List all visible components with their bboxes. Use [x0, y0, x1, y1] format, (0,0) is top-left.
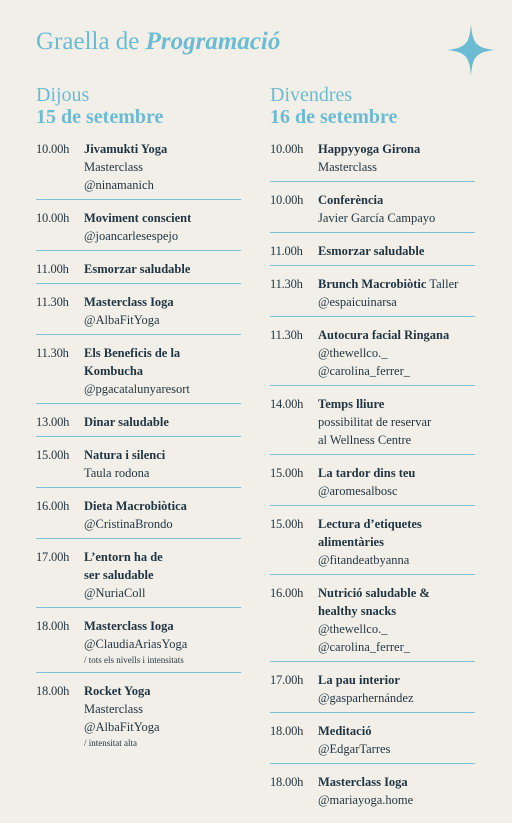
event-detail: @AlbaFitYoga — [84, 720, 160, 734]
event-title: Dieta Macrobiòtica — [84, 499, 187, 513]
event-time: 16.00h — [36, 499, 70, 513]
schedule-event — [270, 395, 475, 455]
event-detail: @NuriaColl — [84, 586, 146, 600]
day-name: Divendres — [270, 84, 353, 106]
event-detail: @pgacatalunyaresort — [84, 382, 190, 396]
event-info — [84, 682, 241, 750]
event-time: 11.00h — [270, 244, 303, 258]
event-info — [318, 242, 475, 260]
event-title: Moviment conscient — [84, 211, 192, 225]
event-time: 18.00h — [36, 684, 70, 698]
event-detail: @gasparhernández — [318, 691, 414, 705]
event-title: Happyyoga Girona — [318, 142, 421, 156]
event-info — [318, 464, 475, 500]
schedule-event — [36, 140, 241, 200]
event-time: 17.00h — [36, 550, 70, 564]
event-title: Natura i silenci — [84, 448, 166, 462]
day-column-thursday — [36, 84, 241, 764]
event-detail: possibilitat de reservar — [318, 415, 432, 429]
event-time: 15.00h — [270, 517, 304, 531]
event-subtitle: Taller — [426, 277, 459, 291]
schedule-event — [36, 548, 241, 608]
day-date: 15 de setembre — [36, 106, 164, 128]
event-detail: @thewellco._ — [318, 622, 388, 636]
day-name: Dijous — [36, 84, 90, 106]
event-list — [270, 140, 475, 814]
event-title: La pau interior — [318, 673, 400, 687]
day-column-friday — [270, 84, 475, 823]
event-title: Conferència — [318, 193, 384, 207]
page-title — [36, 26, 280, 58]
schedule-event — [270, 140, 475, 182]
schedule-event — [270, 326, 475, 386]
schedule-event — [36, 682, 241, 755]
schedule-event — [270, 191, 475, 233]
event-detail: @carolina_ferrer_ — [318, 640, 411, 654]
event-info — [318, 773, 475, 809]
event-detail: @aromesalbosc — [318, 484, 398, 498]
schedule-event — [36, 293, 241, 335]
event-title: Meditació — [318, 724, 372, 738]
event-title: alimentàries — [318, 535, 384, 549]
event-detail: @EdgarTarres — [318, 742, 391, 756]
event-title: Nutrició saludable & — [318, 586, 430, 600]
event-info — [84, 497, 241, 533]
event-title: Autocura facial Ringana — [318, 328, 450, 342]
event-detail: @AlbaFitYoga — [84, 313, 160, 327]
event-info — [84, 344, 241, 398]
event-info — [318, 515, 475, 569]
event-detail: @ClaudiaAriasYoga — [84, 637, 188, 651]
event-time: 11.30h — [36, 346, 69, 360]
event-time: 11.00h — [36, 262, 69, 276]
schedule-event — [36, 497, 241, 539]
event-note: / intensitat alta — [84, 738, 137, 748]
event-info — [318, 191, 475, 227]
event-detail: Masterclass — [84, 160, 144, 174]
event-title: ser saludable — [84, 568, 154, 582]
event-time: 11.30h — [270, 328, 303, 342]
event-info — [318, 326, 475, 380]
event-info — [318, 722, 475, 758]
event-info — [84, 446, 241, 482]
schedule-event — [270, 515, 475, 575]
event-detail: Masterclass — [318, 160, 378, 174]
event-info — [84, 293, 241, 329]
event-time: 10.00h — [270, 142, 304, 156]
event-detail: Masterclass — [84, 702, 144, 716]
event-detail: Javier García Campayo — [318, 211, 436, 225]
schedule-event — [36, 617, 241, 673]
schedule-event — [270, 722, 475, 764]
event-title: Dinar saludable — [84, 415, 169, 429]
event-info — [318, 275, 475, 311]
event-title: Esmorzar saludable — [318, 244, 425, 258]
event-title: Kombucha — [84, 364, 144, 378]
event-time: 18.00h — [270, 724, 304, 738]
schedule-event — [36, 413, 241, 437]
event-info — [318, 671, 475, 707]
sparkle-star-icon — [447, 24, 495, 76]
event-time: 16.00h — [270, 586, 304, 600]
event-info — [318, 584, 475, 656]
event-title: healthy snacks — [318, 604, 397, 618]
event-title: Rocket Yoga — [84, 684, 151, 698]
schedule-event — [36, 209, 241, 251]
event-title-line — [318, 275, 475, 293]
event-info — [84, 548, 241, 602]
event-info — [84, 209, 241, 245]
event-time: 15.00h — [270, 466, 304, 480]
event-time: 10.00h — [36, 142, 70, 156]
event-info — [84, 260, 241, 278]
event-detail: @CristinaBrondo — [84, 517, 173, 531]
event-note: / tots els nivells i intensitats — [84, 655, 184, 665]
event-info — [84, 413, 241, 431]
event-time: 18.00h — [270, 775, 304, 789]
schedule-event — [270, 464, 475, 506]
event-title: Masterclass Ioga — [84, 295, 174, 309]
schedule-event — [36, 344, 241, 404]
event-info — [84, 140, 241, 194]
event-time: 17.00h — [270, 673, 304, 687]
schedule-event — [36, 446, 241, 488]
schedule-event — [270, 275, 475, 317]
event-title: Masterclass Ioga — [84, 619, 174, 633]
event-time: 13.00h — [36, 415, 70, 429]
event-title: Temps lliure — [318, 397, 385, 411]
event-detail: @carolina_ferrer_ — [318, 364, 411, 378]
event-title: Brunch Macrobiòtic — [318, 277, 427, 291]
schedule-event — [270, 773, 475, 814]
event-detail: @mariayoga.home — [318, 793, 414, 807]
day-date: 16 de setembre — [270, 106, 398, 128]
event-time: 11.30h — [36, 295, 69, 309]
event-title: Lectura d’etiquetes — [318, 517, 422, 531]
event-info — [318, 395, 475, 449]
event-title: Esmorzar saludable — [84, 262, 191, 276]
event-time: 10.00h — [270, 193, 304, 207]
event-detail: @ninamanich — [84, 178, 154, 192]
event-info — [318, 140, 475, 176]
schedule-event — [270, 584, 475, 662]
event-detail: @espaicuinarsa — [318, 295, 397, 309]
event-time: 15.00h — [36, 448, 70, 462]
event-title: Jivamukti Yoga — [84, 142, 168, 156]
event-time: 10.00h — [36, 211, 70, 225]
event-time: 11.30h — [270, 277, 303, 291]
page-title-plain: Graella de — [36, 28, 146, 55]
event-title: Masterclass Ioga — [318, 775, 408, 789]
event-detail: Taula rodona — [84, 466, 150, 480]
page-title-emphasis: Programació — [145, 28, 281, 55]
event-detail: al Wellness Centre — [318, 433, 412, 447]
event-list — [36, 140, 241, 755]
schedule-event — [270, 242, 475, 266]
event-info — [84, 617, 241, 667]
event-time: 14.00h — [270, 397, 304, 411]
schedule-event — [36, 260, 241, 284]
event-detail: @joancarlesespejo — [84, 229, 179, 243]
event-title: La tardor dins teu — [318, 466, 416, 480]
event-detail: @fitandeatbyanna — [318, 553, 410, 567]
event-time: 18.00h — [36, 619, 70, 633]
event-title: L’entorn ha de — [84, 550, 163, 564]
event-detail: @thewellco._ — [318, 346, 388, 360]
schedule-event — [270, 671, 475, 713]
event-title: Els Beneficis de la — [84, 346, 181, 360]
